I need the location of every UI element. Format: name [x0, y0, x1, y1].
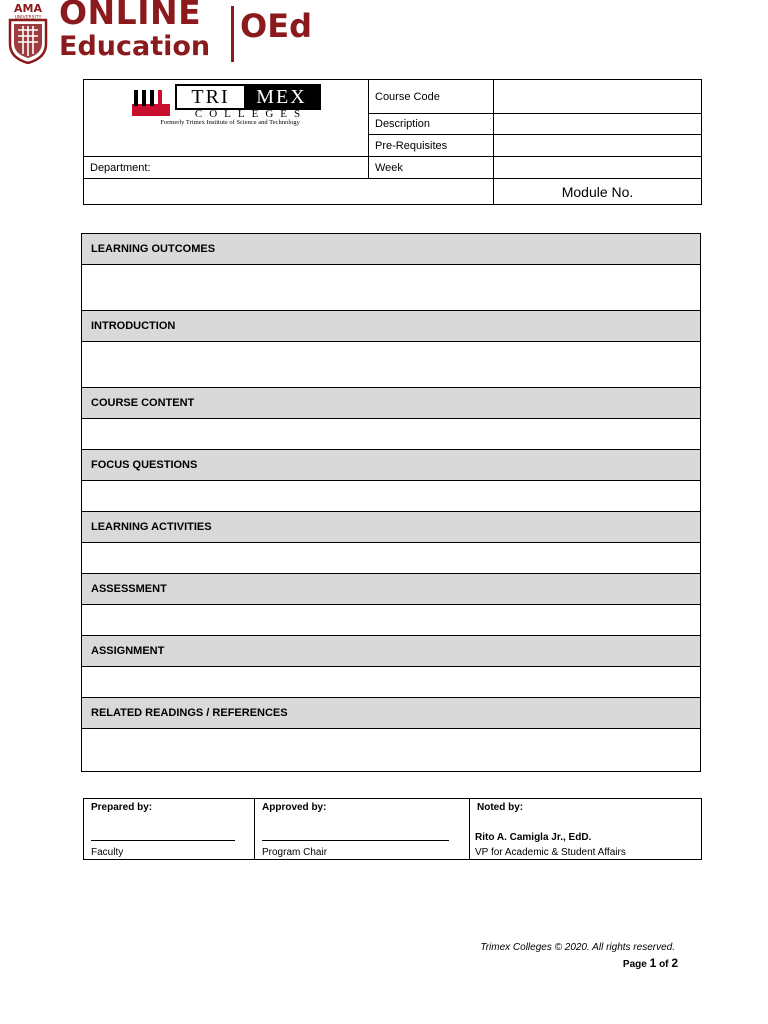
week-value[interactable] — [494, 157, 702, 179]
course-code-label: Course Code — [369, 80, 494, 114]
prepared-role: Faculty — [91, 847, 124, 858]
school-logo-cell — [84, 80, 369, 157]
page-of: of — [659, 959, 669, 970]
section-body-introduction[interactable] — [82, 342, 701, 388]
trimex-building-icon — [130, 86, 170, 116]
signature-table — [83, 798, 702, 860]
section-title-assignment: ASSIGNMENT — [82, 636, 701, 667]
noted-by-cell — [470, 799, 702, 860]
trimex-mex-text: MEX — [244, 86, 319, 108]
section-title-related-readings: RELATED READINGS / REFERENCES — [82, 698, 701, 729]
blank-cell — [84, 179, 494, 205]
approved-by-label: Approved by: — [262, 802, 327, 813]
trimex-colleges-text: COLLEGES — [194, 108, 308, 120]
noted-by-label: Noted by: — [477, 802, 524, 813]
section-body-learning-activities[interactable] — [82, 543, 701, 574]
svg-text:AMA: AMA — [14, 2, 42, 15]
trimex-tri-text: TRI — [177, 86, 244, 108]
section-body-learning-outcomes[interactable] — [82, 265, 701, 311]
section-body-assessment[interactable] — [82, 605, 701, 636]
section-body-related-readings[interactable] — [82, 729, 701, 772]
description-label: Description — [369, 114, 494, 135]
module-sections-table — [81, 233, 701, 772]
approved-signature-line[interactable] — [262, 840, 449, 841]
prepared-by-cell — [84, 799, 255, 860]
week-label: Week — [369, 157, 494, 179]
brand-education-text: Education — [59, 31, 211, 62]
copyright-text: Trimex Colleges © 2020. All rights reserved. — [480, 942, 675, 953]
trimex-wordmark — [175, 84, 321, 110]
section-title-assessment: ASSESSMENT — [82, 574, 701, 605]
page-total: 2 — [671, 956, 678, 970]
approved-role: Program Chair — [262, 847, 328, 858]
module-number-label: Module No. — [494, 179, 702, 205]
svg-text:UNIVERSITY: UNIVERSITY — [14, 15, 42, 21]
page-word: Page — [622, 959, 647, 970]
department-label: Department: — [84, 157, 369, 179]
section-body-assignment[interactable] — [82, 667, 701, 698]
section-body-focus-questions[interactable] — [82, 481, 701, 512]
prerequisites-label: Pre-Requisites — [369, 135, 494, 157]
description-value[interactable] — [494, 114, 702, 135]
section-title-course-content: COURSE CONTENT — [82, 388, 701, 419]
noted-by-name: Rito A. Camigla Jr., EdD. — [475, 832, 592, 843]
prerequisites-value[interactable] — [494, 135, 702, 157]
course-code-value[interactable] — [494, 80, 702, 114]
noted-role: VP for Academic & Student Affairs — [475, 847, 626, 858]
trimex-formerly-text: Formerly Trimex Institute of Science and Technology — [160, 119, 300, 126]
section-title-learning-activities: LEARNING ACTIVITIES — [82, 512, 701, 543]
trimex-logo — [130, 84, 330, 128]
online-education-banner — [4, 2, 334, 66]
section-title-focus-questions: FOCUS QUESTIONS — [82, 450, 701, 481]
ama-university-seal-icon — [6, 2, 50, 64]
brand-divider — [231, 6, 234, 62]
section-title-learning-outcomes: LEARNING OUTCOMES — [82, 234, 701, 265]
section-title-introduction: INTRODUCTION — [82, 311, 701, 342]
brand-oed-text: OEd — [240, 7, 312, 45]
prepared-signature-line[interactable] — [91, 840, 235, 841]
course-header-table — [83, 79, 702, 205]
page-current: 1 — [649, 956, 657, 970]
page-indicator — [623, 956, 678, 970]
section-body-course-content[interactable] — [82, 419, 701, 450]
brand-online-text: ONLINE — [59, 0, 202, 32]
prepared-by-label: Prepared by: — [91, 802, 153, 813]
approved-by-cell — [255, 799, 470, 860]
